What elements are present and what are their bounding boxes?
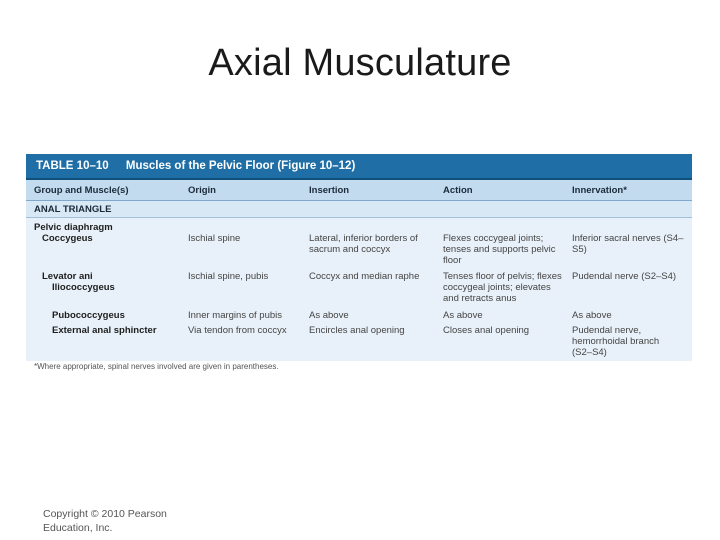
section-label: ANAL TRIANGLE: [34, 204, 112, 215]
insertion-coccygeus: Lateral, inferior borders of sacrum and coccyx: [309, 233, 418, 255]
action-levator: Tenses floor of pelvis; flexes coccygeal joints; elevates and retracts anus: [443, 271, 562, 304]
muscle-external-anal-sphincter: External anal sphincter: [52, 325, 157, 336]
innervation-pubococcygeus: As above: [572, 310, 612, 321]
muscle-table: [26, 154, 692, 361]
action-sphincter: Closes anal opening: [443, 325, 530, 336]
innervation-levator: Pudendal nerve (S2–S4): [572, 271, 677, 282]
slide-title: Axial Musculature: [208, 42, 512, 84]
action-coccygeus: Flexes coccygeal joints; tenses and supports pelvic floor: [443, 233, 556, 266]
column-header-action: Action: [443, 185, 473, 196]
table-title-bar: [26, 154, 692, 180]
section-row-anal-triangle: [26, 201, 692, 218]
innervation-sphincter: Pudendal nerve, hemorrhoidal branch (S2–S4): [572, 325, 660, 358]
column-header-innervation: Innervation*: [572, 185, 627, 196]
column-header-row: [26, 180, 692, 201]
column-header-origin: Origin: [188, 185, 216, 196]
column-header-muscle: Group and Muscle(s): [34, 185, 129, 196]
origin-pubococcygeus: Inner margins of pubis: [188, 310, 282, 321]
muscle-pubococcygeus: Pubococcygeus: [52, 310, 125, 321]
muscle-levator-ani: Levator ani: [42, 271, 93, 282]
innervation-coccygeus: Inferior sacral nerves (S4–S5): [572, 233, 684, 255]
insertion-pubococcygeus: As above: [309, 310, 349, 321]
table-body: [26, 218, 692, 361]
copyright-notice: Copyright © 2010 Pearson Education, Inc.: [43, 508, 167, 534]
origin-coccygeus: Ischial spine: [188, 233, 241, 244]
muscle-coccygeus: Coccygeus: [42, 233, 93, 244]
table-caption: Muscles of the Pelvic Floor (Figure 10–12): [125, 160, 356, 172]
insertion-levator: Coccyx and median raphe: [309, 271, 420, 282]
column-header-insertion: Insertion: [309, 185, 350, 196]
table-number: TABLE 10–10: [36, 160, 109, 172]
action-pubococcygeus: As above: [443, 310, 483, 321]
origin-levator: Ischial spine, pubis: [188, 271, 269, 282]
origin-sphincter: Via tendon from coccyx: [188, 325, 287, 336]
table-footnote: *Where appropriate, spinal nerves involved are given in parentheses.: [34, 362, 279, 371]
insertion-sphincter: Encircles anal opening: [309, 325, 405, 336]
group-label: Pelvic diaphragm: [34, 222, 113, 233]
muscle-iliococcygeus: Iliococcygeus: [52, 282, 115, 293]
